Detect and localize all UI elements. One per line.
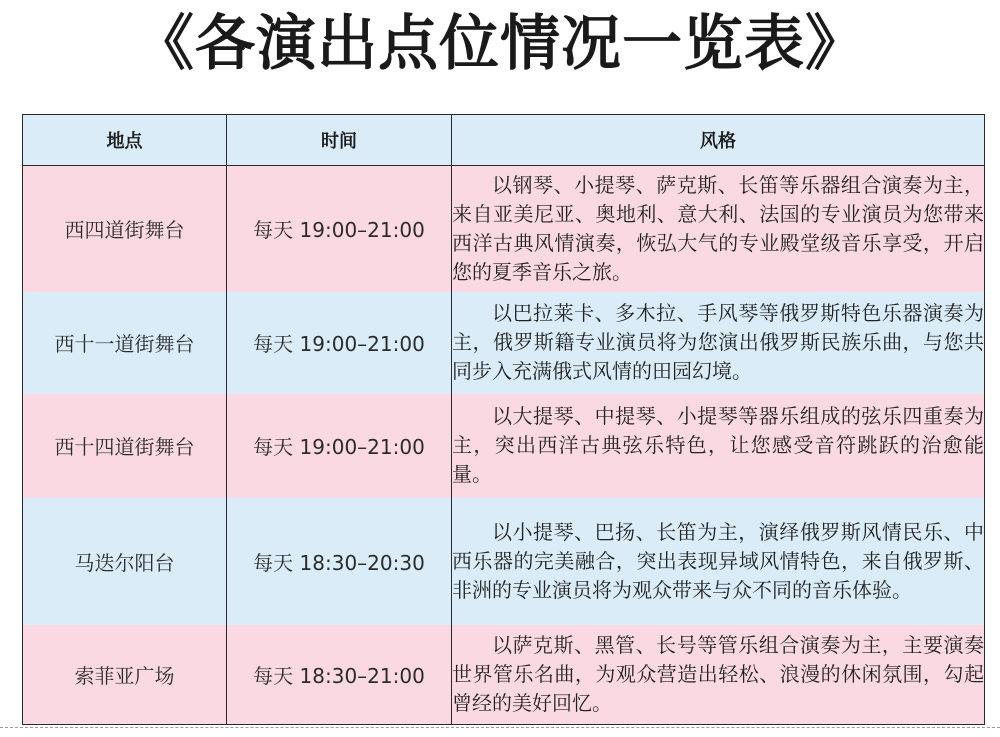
table-row <box>23 166 985 292</box>
column-header-time: 时间 <box>227 115 452 166</box>
style-cell: 以萨克斯、黑管、长号等管乐组合演奏为主，主要演奏世界管乐名曲，为观众营造出轻松、浪漫的休闲氛围，勾起曾经的美好回忆。 <box>452 625 985 725</box>
table-row <box>23 625 985 725</box>
column-header-venue: 地点 <box>23 115 227 166</box>
table-row <box>23 498 985 625</box>
bottom-divider <box>0 727 1000 728</box>
table-header <box>23 115 985 166</box>
table-header-row <box>23 115 985 166</box>
time-cell: 每天 18:30–20:30 <box>227 498 452 625</box>
style-cell: 以小提琴、巴扬、长笛为主，演绎俄罗斯风情民乐、中西乐器的完美融合，突出表现异域风情特色，来自俄罗斯、非洲的专业演员将为观众带来与众不同的音乐体验。 <box>452 498 985 625</box>
time-cell: 每天 19:00–21:00 <box>227 166 452 292</box>
venue-cell: 索菲亚广场 <box>23 625 227 725</box>
table-row <box>23 292 985 394</box>
time-cell: 每天 19:00–21:00 <box>227 394 452 498</box>
time-cell: 每天 19:00–21:00 <box>227 292 452 394</box>
venue-cell: 西十四道街舞台 <box>23 394 227 498</box>
time-cell: 每天 18:30–21:00 <box>227 625 452 725</box>
performance-table-container <box>22 114 984 725</box>
table-row <box>23 394 985 498</box>
style-cell: 以巴拉莱卡、多木拉、手风琴等俄罗斯特色乐器演奏为主，俄罗斯籍专业演员将为您演出俄罗斯民族乐曲，与您共同步入充满俄式风情的田园幻境。 <box>452 292 985 394</box>
page-title: 《各演出点位情况一览表》 <box>134 9 866 79</box>
venue-cell: 西十一道街舞台 <box>23 292 227 394</box>
column-header-style: 风格 <box>452 115 985 166</box>
table-body <box>23 166 985 725</box>
style-cell: 以大提琴、中提琴、小提琴等器乐组成的弦乐四重奏为主，突出西洋古典弦乐特色，让您感受音符跳跃的治愈能量。 <box>452 394 985 498</box>
venue-cell: 西四道街舞台 <box>23 166 227 292</box>
style-cell: 以钢琴、小提琴、萨克斯、长笛等乐器组合演奏为主，来自亚美尼亚、奥地利、意大利、法国的专业演员为您带来西洋古典风情演奏，恢弘大气的专业殿堂级音乐享受，开启您的夏季音乐之旅。 <box>452 166 985 292</box>
venue-cell: 马迭尔阳台 <box>23 498 227 625</box>
performance-schedule-table <box>22 114 985 725</box>
